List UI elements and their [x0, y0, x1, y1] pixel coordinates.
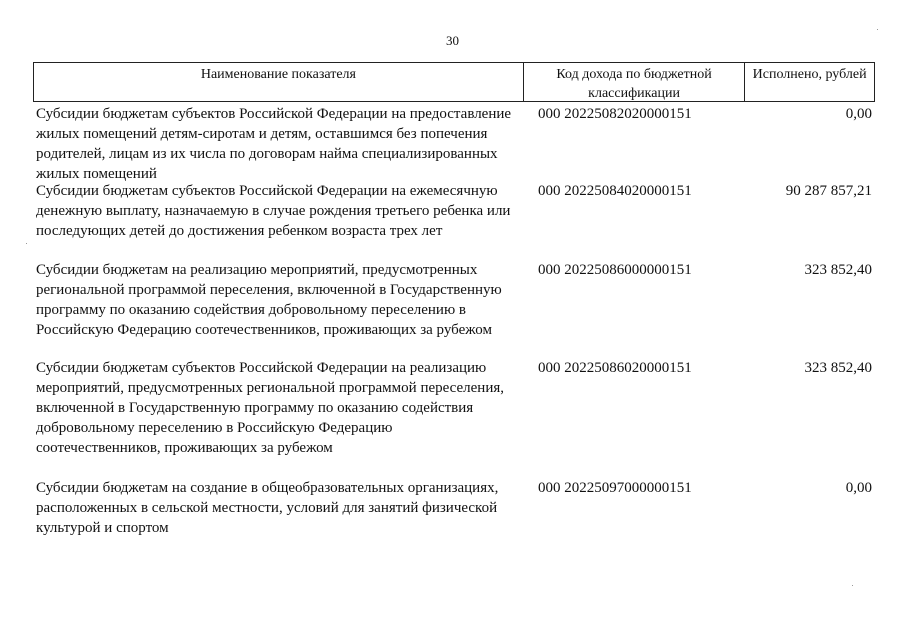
row-income-code: 000 20225086000000151: [538, 262, 692, 278]
header-indicator-name: Наименование показателя: [200, 67, 356, 82]
scan-speck: [26, 243, 27, 244]
row-executed-amount: 90 287 857,21: [785, 183, 872, 199]
row-executed-amount: 323 852,40: [804, 262, 872, 278]
scan-speck: [877, 29, 878, 30]
scan-speck: [852, 585, 853, 586]
row-indicator-name: Субсидии бюджетам субъектов Российской Федерации на реализацию мероприятий, предусмотренных региональной программой переселения, включенной в Государственную программу по оказанию содействия добровольному переселению в Российскую Федерацию соотечественников, проживающих за рубежом: [36, 360, 505, 456]
row-executed-amount: 323 852,40: [804, 360, 872, 376]
row-indicator-name: Субсидии бюджетам на реализацию мероприятий, предусмотренных региональной программой переселения, включенной в Государственную программу по оказанию содействия добровольному переселению в Российскую Федерацию соотечественников, проживающих за рубежом: [36, 262, 502, 338]
row-income-code: 000 20225082020000151: [538, 106, 692, 122]
row-indicator-name: Субсидии бюджетам субъектов Российской Федерации на ежемесячную денежную выплату, назначаемую в случае рождения третьего ребенка или последующих детей до достижения ребенком возраста трех лет: [36, 183, 511, 239]
budget-table: [33, 62, 875, 536]
row-executed-amount: 0,00: [845, 480, 872, 496]
row-indicator-name: Субсидии бюджетам на создание в общеобразовательных организациях, расположенных в сельской местности, условий для занятий физической культурой и спортом: [36, 480, 499, 536]
row-indicator-name: Субсидии бюджетам субъектов Российской Федерации на предоставление жилых помещений детям-сиротам и детям, оставшимся без попечения родителей, лицам из их числа по договорам найма специализированных жилых помещений: [36, 106, 512, 182]
header-income-code: Код дохода по бюджетной классификации: [523, 63, 744, 101]
row-income-code: 000 20225097000000151: [538, 480, 692, 496]
table-header: [33, 62, 875, 102]
page-number: 30: [446, 33, 459, 48]
row-executed-amount: 0,00: [845, 106, 872, 122]
row-income-code: 000 20225084020000151: [538, 183, 692, 199]
row-income-code: 000 20225086020000151: [538, 360, 692, 376]
header-executed-amount: Исполнено, рублей: [744, 63, 874, 101]
